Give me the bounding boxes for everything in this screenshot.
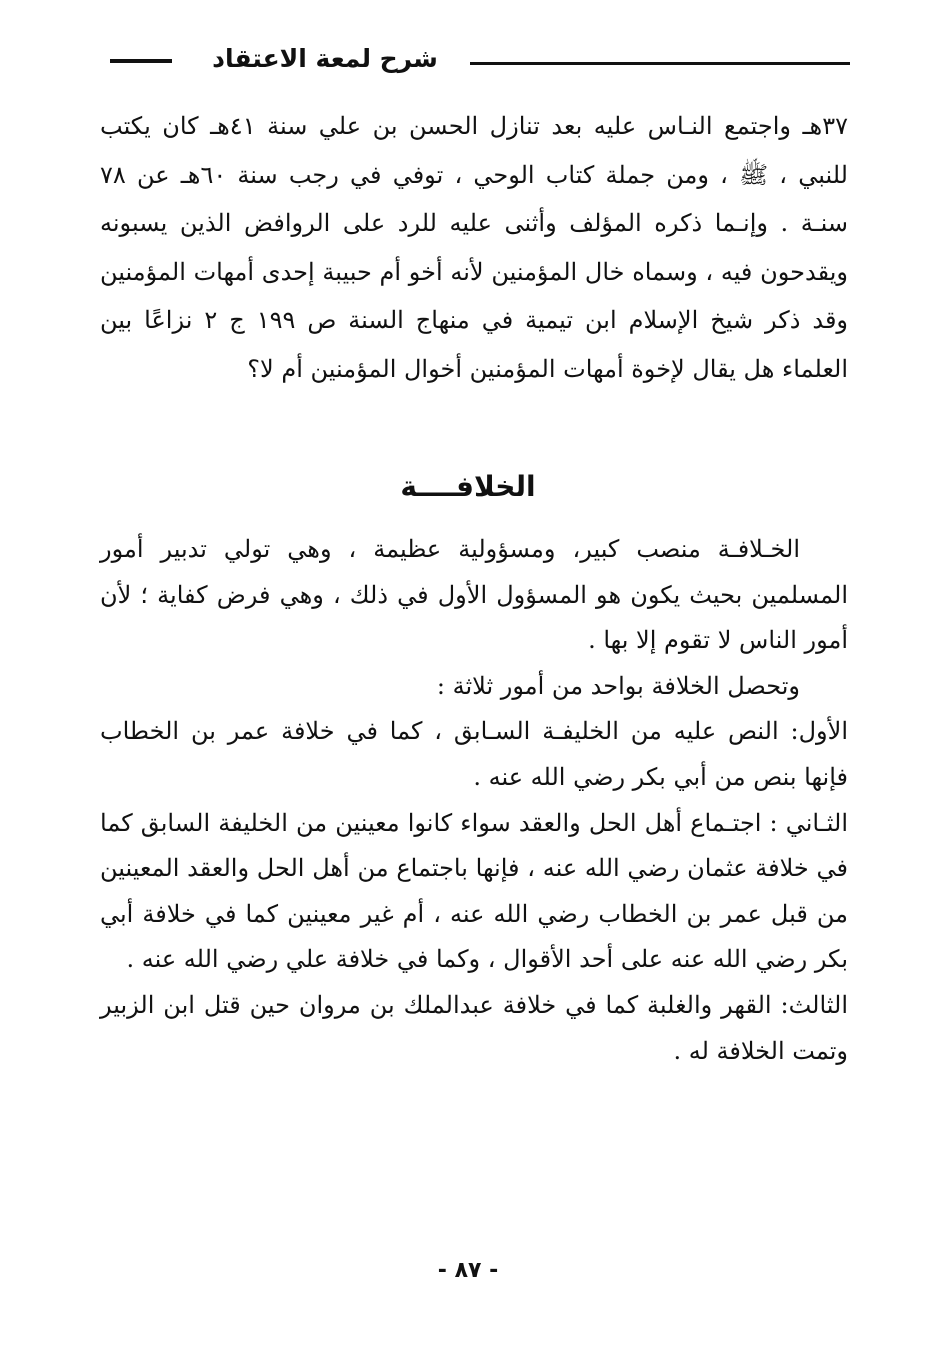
paragraph-method-second: الثـاني : اجتـماع أهل الحل والعقد سواء كانوا معينين من الخليفة السابق كما في خلافة عثمان رضي الله عنه ، فإنها باجتماع من أهل الحل والعقد المعينين من قبل عمر بن الخطاب رضي الله عنه ، أم غير معينين كما في خلافة أبي بكر رضي الله عنه على أحد الأقوال ، وكما في خلافة علي رضي الله عنه . [100, 808, 848, 974]
header-rule-right [470, 62, 850, 65]
footnote-text-block [100, 102, 848, 393]
footnote-paragraph: ٣٧هـ واجتمع النـاس عليه بعد تنازل الحسن بن علي سنة ٤١هـ كان يكتب للنبي ، ﷺ ، ومن جملة كتاب الوحي ، توفي في رجب سنة ٦٠هـ عن ٧٨ سنـة . وإنـما ذكره المؤلف وأثنى عليه للرد على الروافض الذين يسبونه ويقدحون فيه ، وسماه خال المؤمنين لأنه أخو أم حبيبة إحدى أمهات المؤمنين وقد ذكر شيخ الإسلام ابن تيمية في منهاج السنة ص ١٩٩ ج ٢ نزاعًا بين العلماء هل يقال لإخوة أمهات المؤمنين أخوال المؤمنين أم لا؟ [100, 112, 849, 383]
paragraph-methods-intro: وتحصل الخلافة بواحد من أمور ثلاثة : [436, 671, 800, 700]
paragraph-method-third: الثالث: القهر والغلبة كما في خلافة عبدالملك بن مروان حين قتل ابن الزبير وتمت الخلافة له . [100, 990, 848, 1065]
section-body [100, 527, 848, 1074]
header-rule-left [110, 59, 172, 63]
page-number: - ٨٧ - [437, 1258, 499, 1283]
paragraph-method-first: الأول: النص عليه من الخليفـة السـابق ، كما في خلافة عمر بن الخطاب فإنها بنص من أبي بكر رضي الله عنه . [100, 717, 848, 791]
running-header [100, 40, 850, 80]
paragraph-definition: الخـلافـة منصب كبير، ومسؤولية عظيمة ، وهي تولي تدبير أمور المسلمين بحيث يكون هو المسؤول الأول في ذلك ، وهي فرض كفاية ؛ لأن أمور الناس لا تقوم إلا بها . [100, 535, 848, 655]
running-header-title: شرح لمعة الاعتقاد [212, 44, 438, 73]
section-heading: الخلافــــة [400, 470, 536, 503]
